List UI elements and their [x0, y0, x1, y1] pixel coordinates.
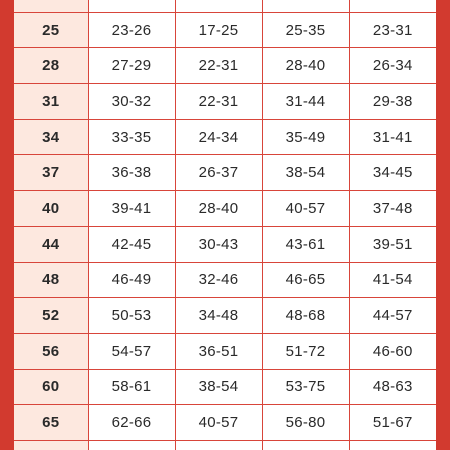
size-cell: 37	[14, 155, 88, 191]
range-cell: 53-75	[262, 369, 349, 405]
range-cell: 24-34	[175, 119, 262, 155]
range-cell: 48-68	[262, 298, 349, 334]
range-cell: 30-32	[88, 84, 175, 120]
range-cell: 41-54	[349, 262, 436, 298]
table-row	[14, 440, 436, 450]
size-cell: 44	[14, 226, 88, 262]
table-row	[14, 262, 436, 298]
range-cell: 46-60	[349, 333, 436, 369]
range-cell: 30-43	[175, 226, 262, 262]
range-cell	[349, 0, 436, 12]
range-cell	[175, 440, 262, 450]
range-cell	[88, 0, 175, 12]
size-cell: 65	[14, 405, 88, 441]
range-cell: 58-61	[88, 369, 175, 405]
size-chart-frame	[14, 0, 436, 450]
range-cell: 38-54	[175, 369, 262, 405]
range-cell: 50-53	[88, 298, 175, 334]
table-row	[14, 405, 436, 441]
size-cell: 31	[14, 84, 88, 120]
table-row	[14, 119, 436, 155]
size-cell: 40	[14, 191, 88, 227]
range-cell: 28-40	[262, 48, 349, 84]
range-cell: 36-38	[88, 155, 175, 191]
range-cell: 43-61	[262, 226, 349, 262]
range-cell	[175, 0, 262, 12]
range-cell	[262, 440, 349, 450]
range-cell: 38-54	[262, 155, 349, 191]
range-cell	[262, 0, 349, 12]
size-cell	[14, 440, 88, 450]
range-cell: 62-66	[88, 405, 175, 441]
range-cell: 26-37	[175, 155, 262, 191]
range-cell: 56-80	[262, 405, 349, 441]
range-cell: 23-26	[88, 12, 175, 48]
size-cell: 25	[14, 12, 88, 48]
range-cell: 27-29	[88, 48, 175, 84]
range-cell: 35-49	[262, 119, 349, 155]
table-row	[14, 0, 436, 12]
size-cell: 48	[14, 262, 88, 298]
range-cell	[88, 440, 175, 450]
range-cell: 40-57	[175, 405, 262, 441]
size-cell: 34	[14, 119, 88, 155]
range-cell: 31-44	[262, 84, 349, 120]
size-cell: 28	[14, 48, 88, 84]
range-cell: 34-48	[175, 298, 262, 334]
table-row	[14, 191, 436, 227]
range-cell: 32-46	[175, 262, 262, 298]
size-cell: 56	[14, 333, 88, 369]
range-cell: 48-63	[349, 369, 436, 405]
range-cell: 22-31	[175, 84, 262, 120]
range-cell: 33-35	[88, 119, 175, 155]
table-row	[14, 48, 436, 84]
range-cell: 40-57	[262, 191, 349, 227]
range-cell: 26-34	[349, 48, 436, 84]
range-cell: 46-65	[262, 262, 349, 298]
range-cell	[349, 440, 436, 450]
range-cell: 28-40	[175, 191, 262, 227]
range-cell: 54-57	[88, 333, 175, 369]
range-cell: 37-48	[349, 191, 436, 227]
range-cell: 25-35	[262, 12, 349, 48]
range-cell: 34-45	[349, 155, 436, 191]
size-cell: 52	[14, 298, 88, 334]
table-row	[14, 12, 436, 48]
table-row	[14, 369, 436, 405]
range-cell: 46-49	[88, 262, 175, 298]
range-cell: 36-51	[175, 333, 262, 369]
size-cell: 60	[14, 369, 88, 405]
size-chart-table	[14, 0, 436, 450]
range-cell: 23-31	[349, 12, 436, 48]
range-cell: 39-51	[349, 226, 436, 262]
range-cell: 44-57	[349, 298, 436, 334]
range-cell: 39-41	[88, 191, 175, 227]
table-row	[14, 84, 436, 120]
table-row	[14, 155, 436, 191]
range-cell: 29-38	[349, 84, 436, 120]
range-cell: 22-31	[175, 48, 262, 84]
table-row	[14, 298, 436, 334]
size-cell	[14, 0, 88, 12]
range-cell: 51-67	[349, 405, 436, 441]
table-row	[14, 333, 436, 369]
range-cell: 17-25	[175, 12, 262, 48]
range-cell: 51-72	[262, 333, 349, 369]
table-row	[14, 226, 436, 262]
range-cell: 42-45	[88, 226, 175, 262]
range-cell: 31-41	[349, 119, 436, 155]
